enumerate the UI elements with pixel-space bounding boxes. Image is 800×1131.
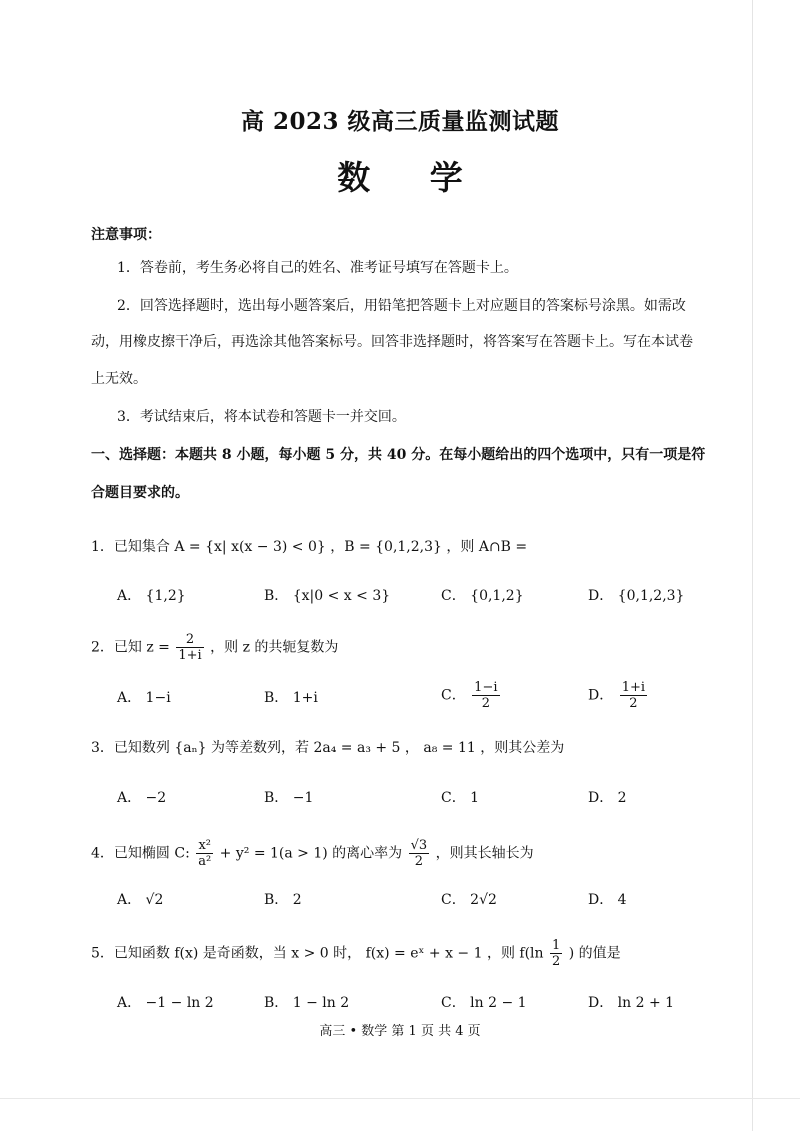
question-4-option-a: A． √2	[117, 892, 164, 908]
question-2-fraction	[176, 632, 203, 663]
question-5-option-c: C． ln 2 − 1	[441, 995, 527, 1011]
notice-item-2-line-2: 动，用橡皮擦干净后，再选涂其他答案标号。回答非选择题时，将答案写在答题卡上。写在本试卷	[91, 334, 693, 350]
question-1-option-b: B． {x|0 < x < 3}	[264, 588, 391, 604]
question-5-option-d: D． ln 2 + 1	[588, 995, 675, 1011]
question-2-option-a: A． 1−i	[117, 690, 171, 706]
question-2-option-d-numerator: 1+i	[621, 680, 646, 695]
question-3-option-c: C． 1	[441, 790, 480, 806]
section-1-instructions-line-2: 合题目要求的。	[91, 485, 189, 501]
question-3-stem: 3．已知数列 {aₙ} 为等差数列，若 2a₄ = a₃ + 5 ， a₈ = 11 ，则其公差为	[91, 740, 565, 756]
question-3-option-b: B． −1	[264, 790, 314, 806]
question-2-option-c-numerator: 1−i	[474, 680, 498, 695]
notice-item-2-line-3: 上无效。	[91, 371, 147, 387]
question-4-option-b: B． 2	[264, 892, 302, 908]
page-edge-bottom	[0, 1098, 800, 1099]
question-5-stem-pre: 5．已知函数 f(x) 是奇函数，当 x > 0 时， f(x) = eˣ + x − 1 ，则 f(ln	[91, 945, 544, 962]
question-5-option-a: A． −1 − ln 2	[117, 995, 214, 1011]
question-2-stem-post: ，则 z 的共轭复数为	[210, 639, 339, 656]
question-1-option-a: A． {1,2}	[117, 588, 186, 604]
question-5-stem	[91, 938, 711, 969]
question-2-option-b: B． 1+i	[264, 690, 318, 706]
question-5-option-b: B． 1 − ln 2	[264, 995, 350, 1011]
notice-item-2-line-1: 2．回答选择题时，选出每小题答案后，用铅笔把答题卡上对应题目的答案标号涂黑。如需改	[117, 298, 686, 314]
question-2-option-c	[441, 680, 502, 711]
subject-title: 数 学	[337, 158, 487, 197]
question-2-option-c-denominator: 2	[481, 696, 490, 711]
question-5-stem-post: ) 的值是	[568, 945, 621, 962]
question-5-fraction	[550, 938, 562, 969]
exam-title: 高 2023 级高三质量监测试题	[240, 108, 560, 135]
notice-item-3: 3．考试结束后，将本试卷和答题卡一并交回。	[117, 409, 406, 425]
question-1-option-d: D． {0,1,2,3}	[588, 588, 685, 604]
question-1-stem: 1．已知集合 A = {x| x(x − 3) < 0} ，B = {0,1,2,3} ，则 A∩B =	[91, 539, 528, 555]
question-4-stem-mid: + y² = 1(a > 1) 的离心率为	[219, 845, 403, 862]
question-2-option-c-label: C．	[441, 687, 466, 704]
question-2-option-d	[588, 680, 649, 711]
question-2-fraction-numerator: 2	[176, 632, 203, 648]
question-2-fraction-denominator: 1+i	[178, 648, 202, 663]
question-4-stem-pre: 4．已知椭圆 C:	[91, 845, 190, 862]
question-4-fraction-2	[409, 838, 430, 869]
question-4-fraction-1	[196, 838, 213, 869]
page-footer: 高三 • 数学 第 1 页 共 4 页	[319, 1024, 481, 1039]
question-3-option-a: A． −2	[117, 790, 167, 806]
question-1-option-c: C． {0,1,2}	[441, 588, 524, 604]
question-4-stem	[91, 838, 711, 869]
question-4-option-c: C． 2√2	[441, 892, 497, 908]
question-4-fraction-2-numerator: √3	[410, 838, 428, 853]
question-2-option-d-denominator: 2	[629, 696, 638, 711]
question-2-stem-pre: 2．已知 z =	[91, 639, 170, 656]
question-2-option-d-fraction	[620, 680, 647, 711]
notice-item-1: 1．答卷前，考生务必将自己的姓名、准考证号填写在答题卡上。	[117, 260, 518, 276]
question-5-fraction-denominator: 2	[552, 954, 561, 969]
question-2-stem	[91, 632, 711, 663]
question-3-option-d: D． 2	[588, 790, 627, 806]
question-2-option-c-fraction	[472, 680, 499, 711]
question-5-fraction-numerator: 1	[552, 938, 561, 953]
question-4-fraction-2-denominator: 2	[414, 854, 424, 869]
question-4-stem-post: ，则其长轴长为	[435, 845, 534, 862]
notice-heading: 注意事项：	[91, 227, 161, 243]
section-1-instructions-line-1: 一、选择题：本题共 8 小题，每小题 5 分，共 40 分。在每小题给出的四个选项中，只有一项是符	[91, 447, 706, 463]
question-2-option-d-label: D．	[588, 687, 614, 704]
question-4-fraction-1-denominator: a²	[198, 854, 212, 869]
question-4-fraction-1-numerator: x²	[196, 838, 213, 854]
question-4-option-d: D． 4	[588, 892, 627, 908]
